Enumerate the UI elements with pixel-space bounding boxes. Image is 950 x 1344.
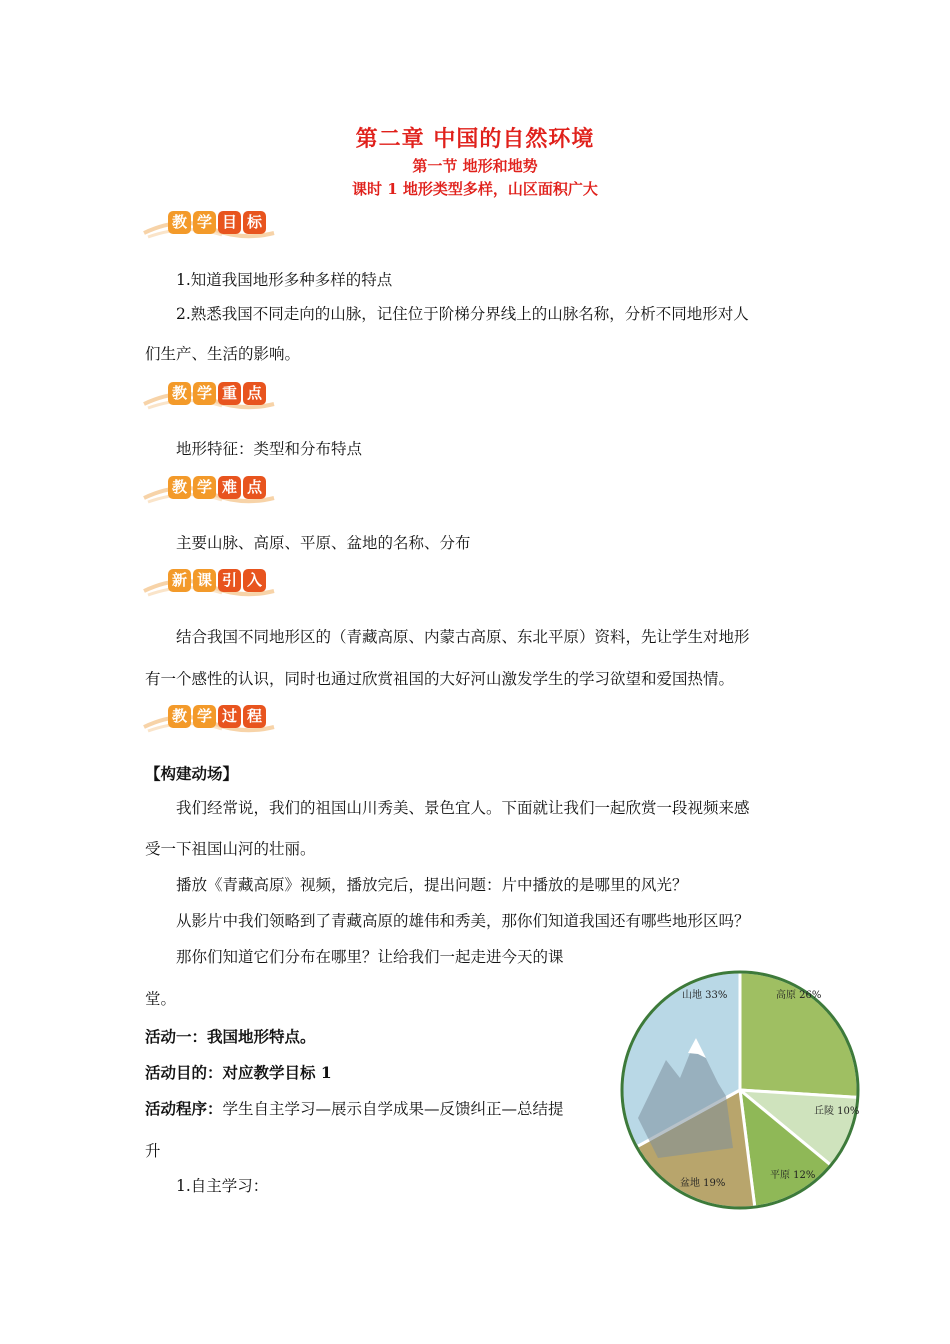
intro-line1: 结合我国不同地形区的（青藏高原、内蒙古高原、东北平原）资料，先让学生对地形 — [176, 628, 750, 646]
badge-char: 学 — [193, 382, 216, 405]
lesson-title: 课时 1 地形类型多样，山区面积广大 — [352, 180, 598, 198]
badge-char: 课 — [193, 569, 216, 592]
section-title: 第一节 地形和地势 — [412, 157, 538, 175]
process-p4-line1: 那你们知道它们分布在哪里？让给我们一起走进今天的课 — [176, 948, 564, 966]
section-heading: 【构建动场】 — [145, 764, 239, 783]
process-p4-line2: 堂。 — [145, 990, 177, 1008]
activity-purpose: 活动目的：对应教学目标 1 — [145, 1063, 332, 1082]
pie-label-4: 盆地 19% — [680, 1178, 726, 1189]
process-p2: 播放《青藏高原》视频，播放完后，提出问题：片中播放的是哪里的风光？ — [176, 876, 688, 894]
pie-label-3: 平原 12% — [770, 1170, 816, 1181]
badge-char: 重 — [218, 382, 241, 405]
badge-char: 点 — [243, 476, 266, 499]
process-p1-line1: 我们经常说，我们的祖国山川秀美、景色宜人。下面就让我们一起欣赏一段视频来感 — [176, 799, 750, 817]
badge-char: 学 — [193, 476, 216, 499]
procedure-line2: 升 — [145, 1142, 161, 1160]
badge-teaching-process — [142, 697, 282, 737]
badge-char: 标 — [243, 211, 266, 234]
badge-char: 入 — [243, 569, 266, 592]
difficulties-text: 主要山脉、高原、平原、盆地的名称、分布 — [176, 534, 471, 552]
badge-char: 目 — [218, 211, 241, 234]
badge-key-points — [142, 374, 282, 414]
process-p3: 从影片中我们领略到了青藏高原的雄伟和秀美，那你们知道我国还有哪些地形区吗？ — [176, 912, 750, 930]
badge-char: 教 — [168, 705, 191, 728]
badge-char: 教 — [168, 476, 191, 499]
badge-char: 引 — [218, 569, 241, 592]
chapter-title: 第二章 中国的自然环境 — [355, 126, 595, 152]
process-p1-line2: 受一下祖国山河的壮丽。 — [145, 840, 316, 858]
landform-pie-chart — [618, 968, 862, 1212]
badge-char: 教 — [168, 211, 191, 234]
pie-label-1: 高原 26% — [776, 990, 822, 1001]
badge-char: 新 — [168, 569, 191, 592]
activity-title: 活动一：我国地形特点。 — [145, 1027, 316, 1046]
badge-char: 难 — [218, 476, 241, 499]
goal-item-2-line2: 们生产、生活的影响。 — [145, 345, 301, 363]
badge-char: 学 — [193, 705, 216, 728]
key-points-text: 地形特征：类型和分布特点 — [176, 440, 363, 458]
badge-char: 过 — [218, 705, 241, 728]
procedure-text: 学生自主学习—展示自学成果—反馈纠正—总结提 — [222, 1100, 564, 1118]
pie-label-0: 山地 33% — [682, 990, 728, 1001]
activity-procedure — [145, 1097, 564, 1121]
badge-teaching-goals — [142, 203, 282, 243]
pie-label-2: 丘陵 10% — [814, 1106, 860, 1117]
badge-char: 点 — [243, 382, 266, 405]
badge-char: 教 — [168, 382, 191, 405]
badge-char: 学 — [193, 211, 216, 234]
procedure-label: 活动程序： — [145, 1099, 223, 1118]
intro-line2: 有一个感性的认识，同时也通过欣赏祖国的大好河山激发学生的学习欲望和爱国热情。 — [145, 670, 735, 688]
goal-item-1: 1.知道我国地形多种多样的特点 — [176, 271, 393, 289]
goal-item-2-line1: 2.熟悉我国不同走向的山脉，记住位于阶梯分界线上的山脉名称，分析不同地形对人 — [176, 305, 749, 323]
badge-char: 程 — [243, 705, 266, 728]
badge-new-lesson-intro — [142, 561, 282, 601]
step-self-study: 1.自主学习： — [176, 1177, 269, 1195]
badge-difficulties — [142, 468, 282, 508]
